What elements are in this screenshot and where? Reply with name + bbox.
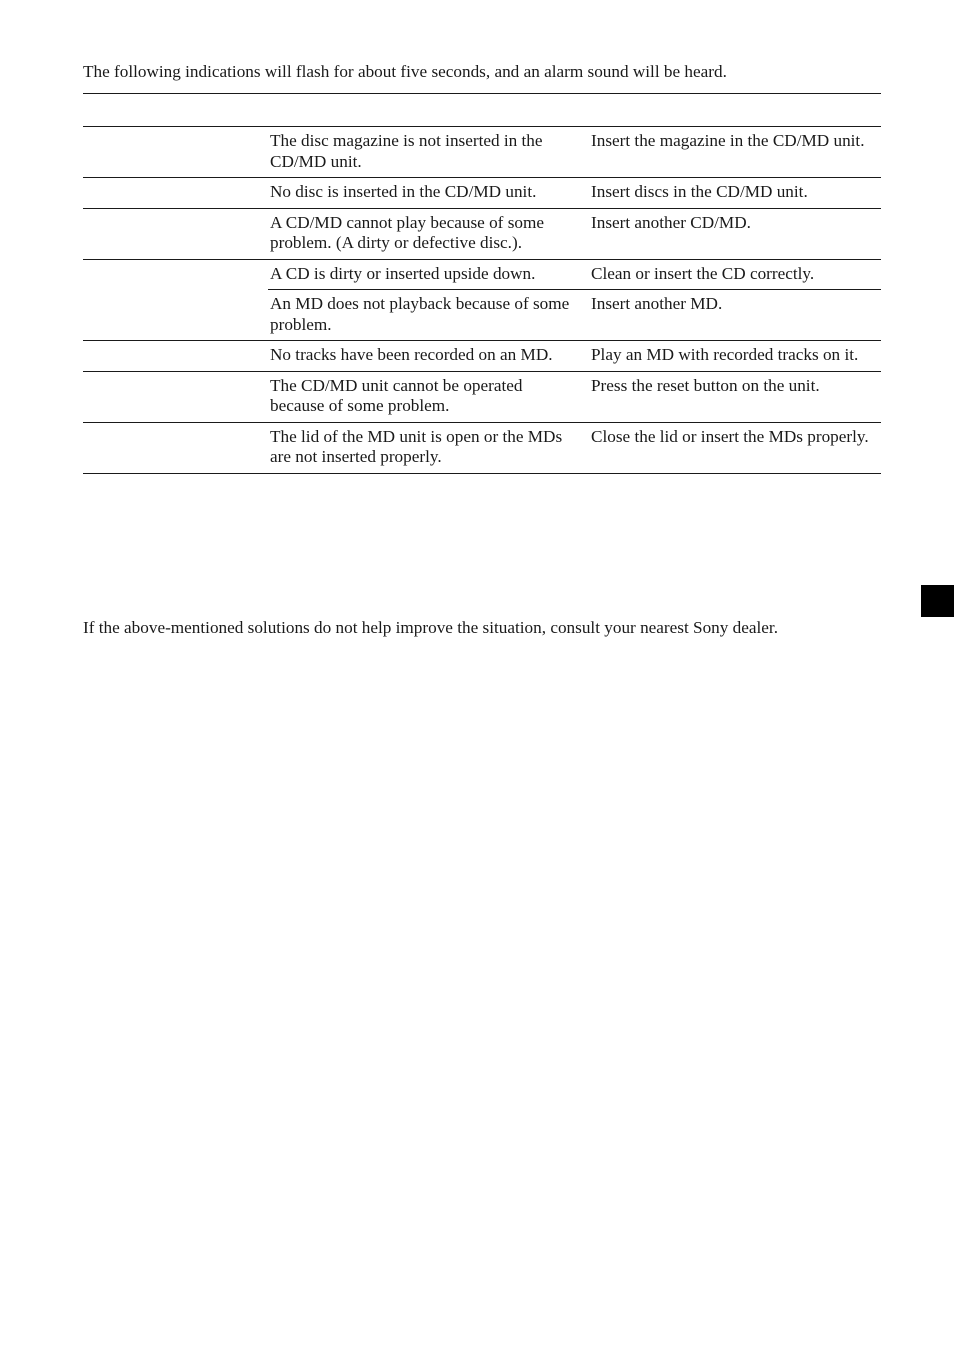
indication-cell xyxy=(83,208,268,259)
intro-paragraph: The following indications will flash for about five seconds, and an alarm sound will be heard. xyxy=(83,62,727,81)
solution-cell: Insert the magazine in the CD/MD unit. xyxy=(590,127,881,178)
cause-cell: An MD does not playback because of some problem. xyxy=(268,290,590,341)
table-row xyxy=(83,422,881,473)
indication-cell xyxy=(83,127,268,178)
solution-cell: Play an MD with recorded tracks on it. xyxy=(590,341,881,372)
top-rule xyxy=(83,93,881,94)
solution-cell: Insert another CD/MD. xyxy=(590,208,881,259)
cause-cell: No tracks have been recorded on an MD. xyxy=(268,341,590,372)
cause-cell: The lid of the MD unit is open or the MDs are not inserted properly. xyxy=(268,422,590,473)
solution-cell: Close the lid or insert the MDs properly. xyxy=(590,422,881,473)
indication-cell xyxy=(83,422,268,473)
indication-cell xyxy=(83,341,268,372)
solution-cell: Insert discs in the CD/MD unit. xyxy=(590,178,881,209)
indication-cell xyxy=(83,178,268,209)
section-thumb-tab xyxy=(921,585,954,617)
table-row xyxy=(83,290,881,341)
indication-cell xyxy=(83,290,268,341)
table-row xyxy=(83,341,881,372)
indication-cell xyxy=(83,371,268,422)
solution-cell: Insert another MD. xyxy=(590,290,881,341)
cause-cell: A CD/MD cannot play because of some problem. (A dirty or defective disc.). xyxy=(268,208,590,259)
solution-cell: Clean or insert the CD correctly. xyxy=(590,259,881,290)
cause-cell: The CD/MD unit cannot be operated because of some problem. xyxy=(268,371,590,422)
indication-cell xyxy=(83,259,268,290)
error-indications-table xyxy=(83,126,881,474)
table-row xyxy=(83,178,881,209)
table-row xyxy=(83,259,881,290)
closing-paragraph: If the above-mentioned solutions do not help improve the situation, consult your nearest Sony dealer. xyxy=(83,618,778,637)
cause-cell: A CD is dirty or inserted upside down. xyxy=(268,259,590,290)
cause-cell: No disc is inserted in the CD/MD unit. xyxy=(268,178,590,209)
solution-cell: Press the reset button on the unit. xyxy=(590,371,881,422)
table-row xyxy=(83,371,881,422)
table-row xyxy=(83,127,881,178)
table-row xyxy=(83,208,881,259)
cause-cell: The disc magazine is not inserted in the CD/MD unit. xyxy=(268,127,590,178)
